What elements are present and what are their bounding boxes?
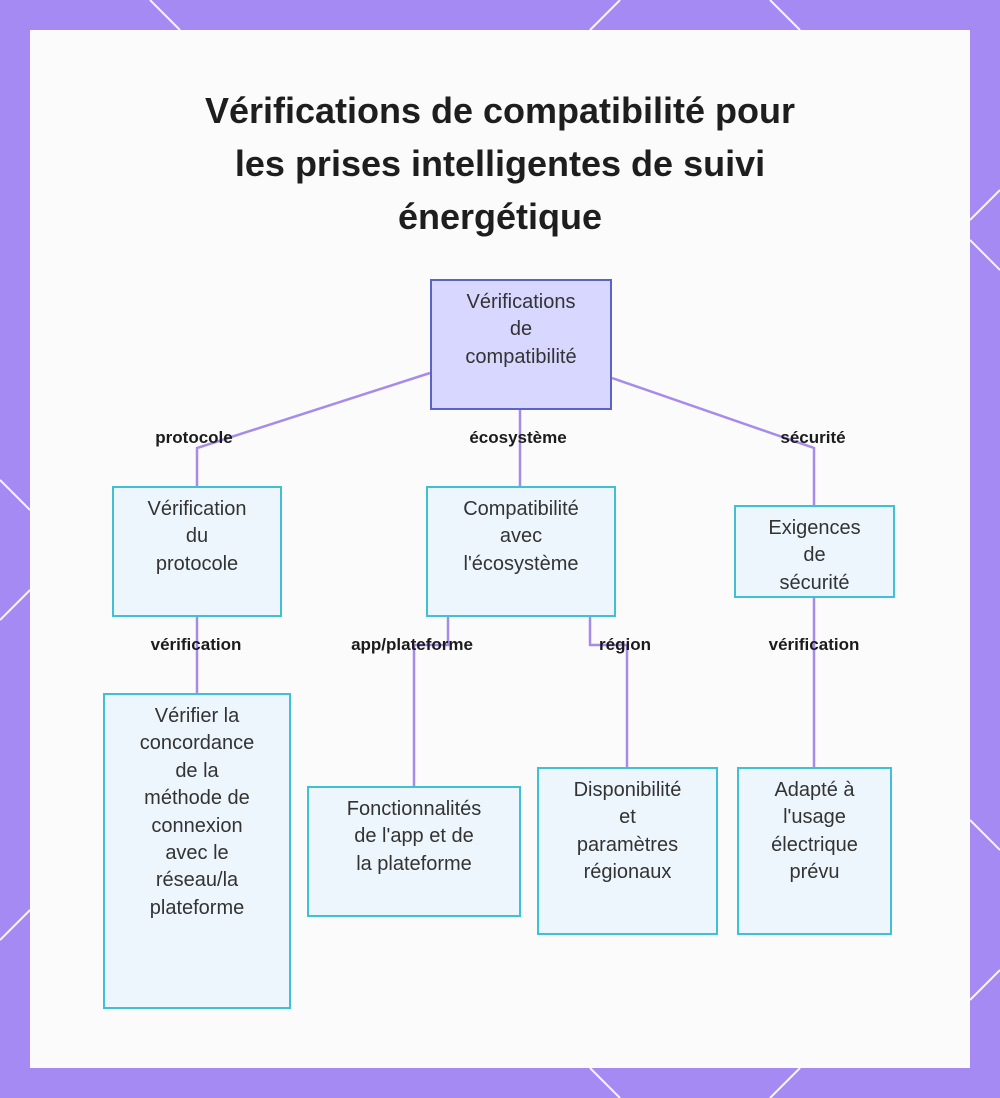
- node-text: concordance: [139, 732, 255, 755]
- node-text: Vérification: [147, 498, 247, 520]
- node-text: Exigences: [768, 517, 861, 539]
- node-connection-method-check: [103, 693, 291, 1009]
- node-app-platform-features: [307, 786, 521, 917]
- node-text: réseau/la: [155, 869, 239, 892]
- node-text: connexion: [151, 814, 243, 837]
- node-text: Fonctionnalités: [346, 798, 482, 820]
- node-text: Vérifications: [466, 291, 576, 313]
- node-text: Vérifier la: [154, 705, 240, 727]
- node-text: paramètres: [576, 833, 679, 856]
- title-line-2: les prises intelligentes de suivi: [234, 143, 766, 184]
- node-protocol-verification: [112, 486, 282, 617]
- node-text: de: [509, 318, 533, 341]
- node-text: méthode de: [144, 787, 250, 810]
- node-text: électrique: [771, 833, 858, 856]
- node-regional-availability: [537, 767, 718, 935]
- edge-label-security-verification: vérification: [768, 635, 860, 654]
- node-text: protocole: [155, 552, 239, 575]
- node-security-requirements: [734, 505, 895, 598]
- node-text: plateforme: [149, 896, 245, 919]
- node-electrical-usage-fit: [737, 767, 892, 935]
- node-ecosystem-compatibility: [426, 486, 616, 617]
- edge-label-app-platform: app/plateforme: [351, 635, 473, 654]
- node-text: la plateforme: [356, 852, 472, 875]
- node-text: et: [619, 806, 636, 829]
- edge-label-ecosystem: écosystème: [469, 428, 567, 447]
- node-text: sécurité: [779, 571, 850, 594]
- edge-label-region: région: [599, 635, 651, 654]
- node-text: Compatibilité: [463, 498, 579, 520]
- node-text: l'usage: [783, 806, 846, 829]
- edge-label-protocol-verification: vérification: [150, 635, 242, 654]
- node-text: de: [803, 544, 826, 567]
- node-text: régionaux: [583, 861, 672, 884]
- node-text: avec: [499, 525, 543, 548]
- node-text: l'écosystème: [463, 552, 579, 575]
- node-text: de la: [175, 759, 219, 782]
- node-text: prévu: [789, 861, 840, 884]
- edge-label-security: sécurité: [780, 428, 846, 447]
- node-text: Disponibilité: [573, 779, 682, 801]
- node-text: avec le: [165, 842, 229, 865]
- node-compatibility-checks: [430, 279, 612, 410]
- edge-label-protocol: protocole: [155, 428, 233, 447]
- title-line-1: Vérifications de compatibilité pour: [204, 90, 796, 131]
- title-line-3: énergétique: [397, 196, 603, 237]
- node-text: du: [185, 525, 209, 548]
- node-text: compatibilité: [465, 345, 577, 368]
- node-text: de l'app et de: [354, 825, 474, 848]
- node-text: Adapté à: [774, 779, 855, 801]
